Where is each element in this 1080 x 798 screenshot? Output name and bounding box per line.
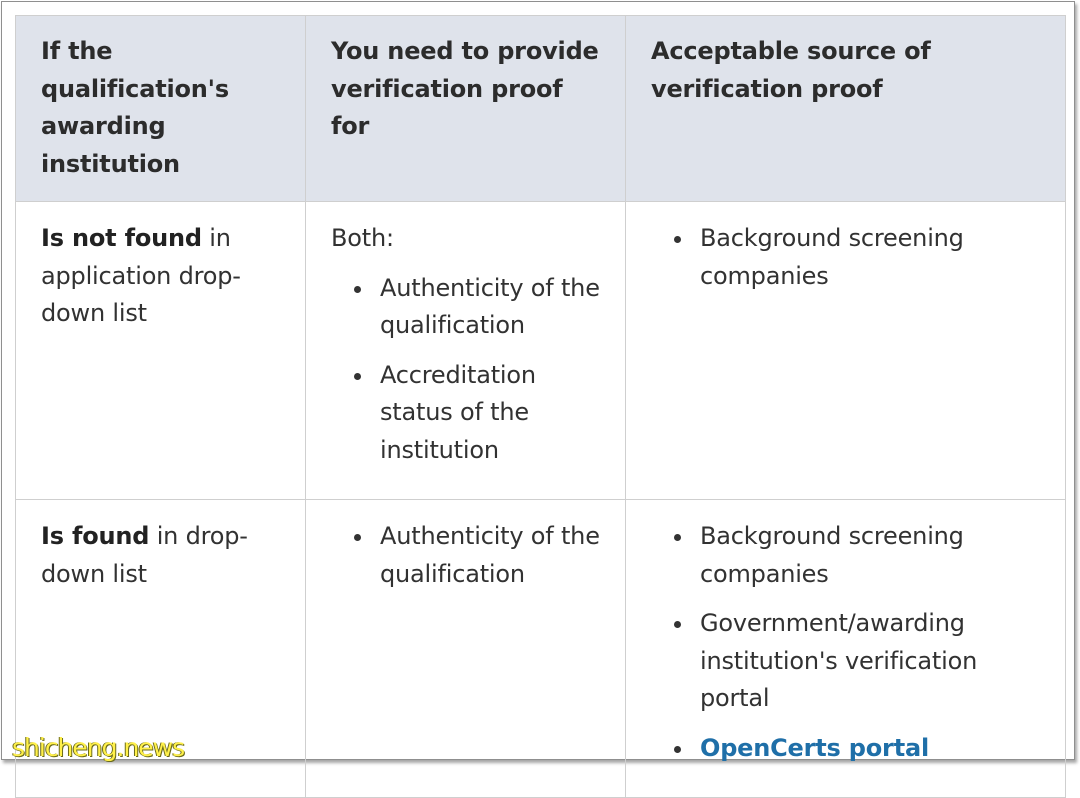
proof-lead: Both: xyxy=(331,224,394,252)
condition-bold: Is not found xyxy=(41,224,202,252)
table-row xyxy=(16,202,1066,500)
condition-rest: in application drop-down list xyxy=(41,224,241,327)
source-cell xyxy=(626,202,1066,500)
source-cell xyxy=(626,500,1066,798)
proof-cell xyxy=(306,202,626,500)
proof-cell xyxy=(306,500,626,798)
list-item: Authenticity of the qualification xyxy=(380,518,601,593)
proof-list xyxy=(331,270,601,470)
document-frame xyxy=(1,1,1075,760)
condition-rest: in drop-down list xyxy=(41,522,248,588)
condition-bold: Is found xyxy=(41,522,150,550)
list-item: Government/awarding institution's verification portal xyxy=(700,605,1041,718)
list-item: Background screening companies xyxy=(700,220,1041,295)
header-proof-required: You need to provide verification proof for xyxy=(306,16,626,202)
proof-list xyxy=(331,518,601,593)
verification-requirements-table xyxy=(15,15,1066,798)
watermark-text: shicheng.news xyxy=(12,733,185,762)
condition-text xyxy=(41,224,241,327)
header-acceptable-source: Acceptable source of verification proof xyxy=(626,16,1066,202)
condition-cell xyxy=(16,202,306,500)
header-awarding-institution: If the qualification's awarding institution xyxy=(16,16,306,202)
table-header-row xyxy=(16,16,1066,202)
list-item: Background screening companies xyxy=(700,518,1041,593)
list-item xyxy=(700,730,1041,768)
list-item: Authenticity of the qualification xyxy=(380,270,601,345)
source-list xyxy=(651,220,1041,295)
list-item: Accreditation status of the institution xyxy=(380,357,601,470)
opencerts-portal-link[interactable]: OpenCerts portal xyxy=(700,733,929,762)
condition-text xyxy=(41,522,248,588)
source-list xyxy=(651,518,1041,767)
